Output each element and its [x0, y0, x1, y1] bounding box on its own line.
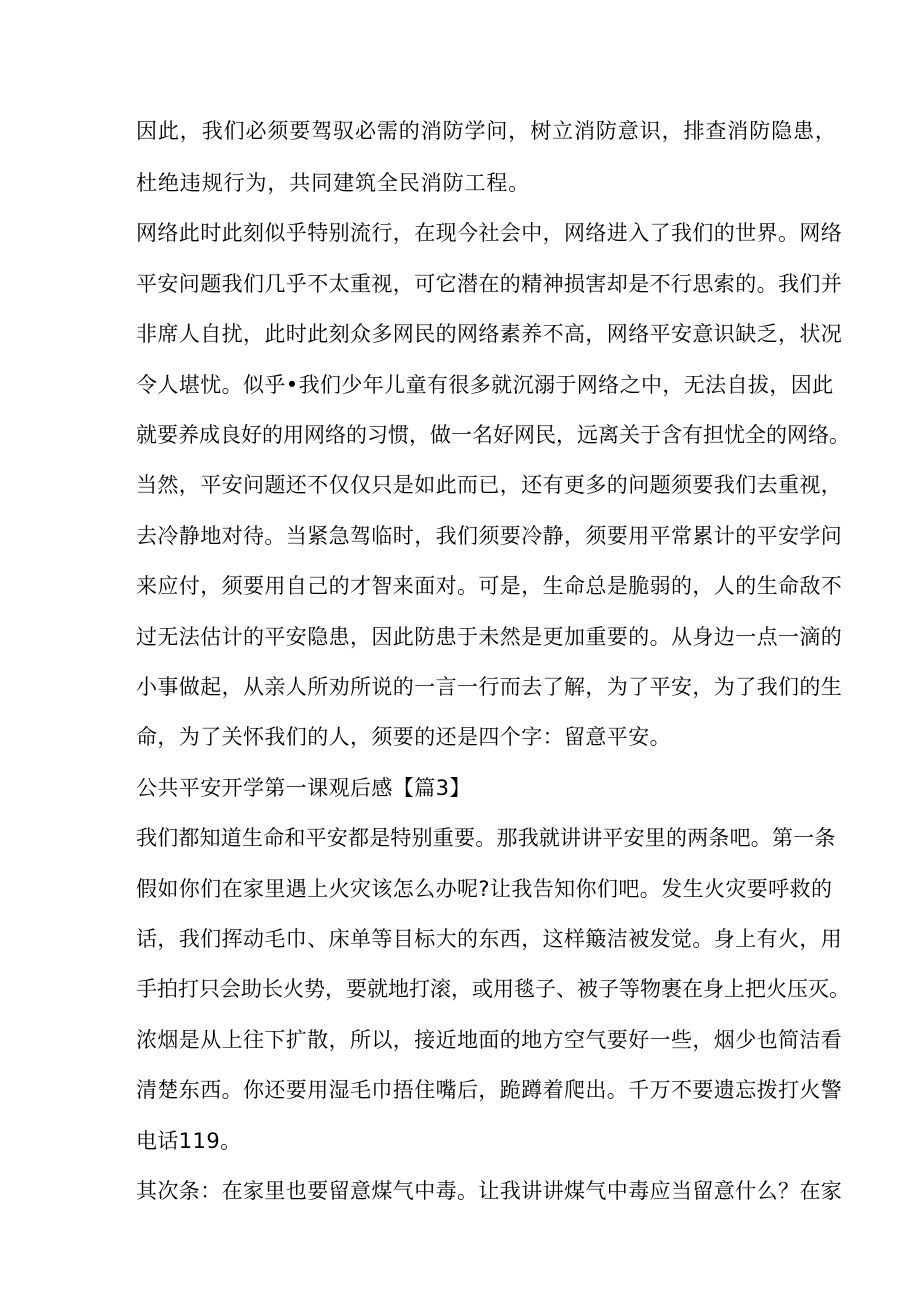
text-line: 非席人自扰，此时此刻众多网民的网络素养不高，网络平安意识缺乏，状况 [136, 322, 843, 346]
text-line: 令人堪忧。似乎•我们少年儿童有很多就沉溺于网络之中，无法自拔，因此 [136, 373, 834, 397]
text-line: 电话119。 [136, 1129, 242, 1153]
text-line: 去冷静地对待。当紧急驾临时，我们须要冷静，须要用平常累计的平安学问 [136, 524, 843, 548]
text-line: 清楚东西。你还要用湿毛巾捂住嘴后，跪蹲着爬出。千万不要遗忘拨打火警 [136, 1078, 843, 1102]
section-heading: 公共平安开学第一课观后感【篇3】 [136, 776, 471, 800]
text-line: 浓烟是从上往下扩散，所以，接近地面的地方空气要好一些，烟少也简洁看 [136, 1028, 843, 1052]
text-line: 话，我们挥动毛巾、床单等目标大的东西，这样簸洁被发觉。身上有火，用 [136, 927, 843, 951]
text-line: 杜绝违规行为，共同建筑全民消防工程。 [136, 171, 531, 195]
text-line: 当然，平安问题还不仅仅只是如此而已，还有更多的问题须要我们去重视， [136, 473, 843, 497]
text-line: 过无法估计的平安隐患，因此防患于未然是更加重要的。从身边一点一滴的 [136, 625, 843, 649]
text-line: 我们都知道生命和平安都是特别重要。那我就讲讲平安里的两条吧。第一条 [136, 826, 836, 850]
text-line: 就要养成良好的用网络的习惯，做一名好网民，远离关于含有担忧全的网络。 [136, 423, 850, 447]
text-line: 小事做起，从亲人所劝所说的一言一行而去了解，为了平安，为了我们的生 [136, 675, 843, 699]
text-line: 命，为了关怀我们的人，须要的还是四个字：留意平安。 [136, 725, 671, 749]
text-line: 假如你们在家里遇上火灾该怎么办呢?让我告知你们吧。发生火灾要呼救的 [136, 877, 833, 901]
text-line: 网络此时此刻似乎特别流行，在现今社会中，网络进入了我们的世界。网络 [136, 221, 843, 245]
text-line: 手拍打只会助长火势，要就地打滚，或用毯子、被子等物裹在身上把火压灭。 [136, 977, 850, 1001]
text-line: 平安问题我们几乎不太重视，可它潜在的精神损害却是不行思索的。我们并 [136, 272, 843, 296]
text-line: 来应付，须要用自己的才智来面对。可是，生命总是脆弱的，人的生命敌不 [136, 574, 843, 598]
text-line: 其次条：在家里也要留意煤气中毒。让我讲讲煤气中毒应当留意什么？在家 [136, 1179, 843, 1203]
text-line: 因此，我们必须要驾驭必需的消防学问，树立消防意识，排查消防隐患， [136, 119, 837, 143]
